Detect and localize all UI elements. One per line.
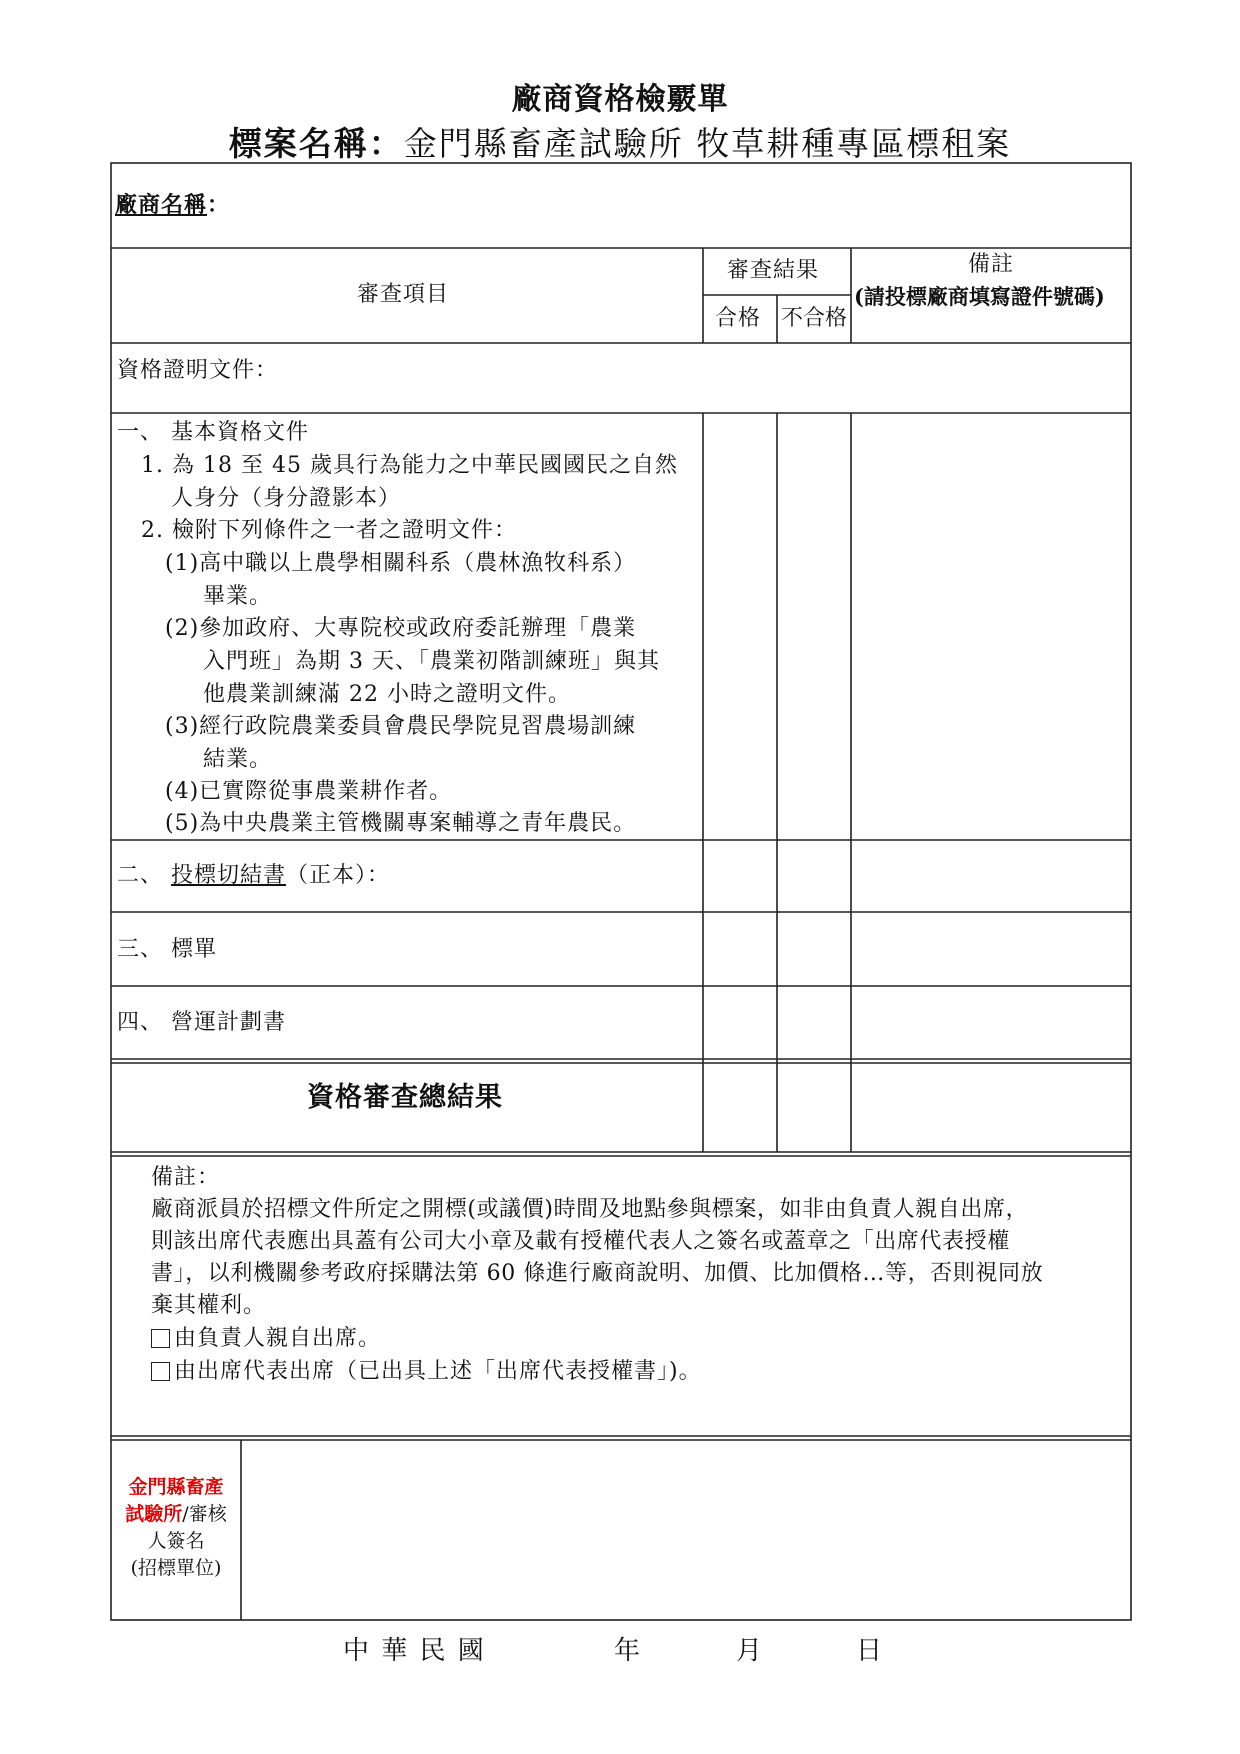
condition-2: (2)參加政府、大專院校或政府委託辦理「農業 [165, 616, 637, 641]
signature-line-2 [112, 1501, 240, 1528]
signature-field[interactable] [242, 1441, 1130, 1619]
cell-s3-remark[interactable] [852, 913, 1130, 985]
cell-s3-fail[interactable] [778, 913, 850, 985]
header-pass: 合格 [715, 306, 762, 331]
section-1-item-1: 1. 為 18 至 45 歲具行為能力之中華民國國民之自然 [141, 453, 678, 478]
section-2-title [117, 861, 390, 891]
section-1-item-1-cont: 人身分（身分證影本） [171, 486, 402, 511]
notes-line-1: 廠商派員於招標文件所定之開標(或議價)時間及地點參與標案，如非由負責人親自出席， [151, 1197, 1029, 1222]
condition-3-cont: 結業。 [203, 747, 273, 772]
case-label: 標案名稱： [228, 124, 404, 163]
cell-s4-fail[interactable] [778, 987, 850, 1058]
signature-line-3: 人簽名 [147, 1530, 205, 1552]
section-2-underlined: 投標切結書 [171, 863, 287, 888]
date-roc: 中 華 民 國 [343, 1636, 486, 1666]
date-day: 日 [856, 1636, 885, 1666]
condition-3: (3)經行政院農業委員會農民學院見習農場訓練 [165, 714, 637, 739]
header-fail: 不合格 [781, 306, 848, 331]
section-2-suffix: （正本）： [286, 863, 391, 888]
summary-result-title: 資格審查總結果 [307, 1082, 503, 1113]
vendor-name-field[interactable] [240, 170, 1120, 242]
notes-line-3: 書」，以利機關參考政府採購法第 60 條進行廠商說明、加價、比加價格…等，否則視同放 [151, 1261, 1044, 1286]
condition-5: (5)為中央農業主管機關專案輔導之青年農民。 [165, 811, 637, 836]
section-3-title: 三、 標單 [117, 937, 217, 962]
cell-s1-remark[interactable] [852, 414, 1130, 839]
vendor-name-text: 廠商名稱 [115, 192, 208, 218]
condition-2-cont-2: 他農業訓練滿 22 小時之證明文件。 [203, 682, 571, 707]
header-review-result: 審查結果 [727, 258, 820, 283]
qualification-docs-heading: 資格證明文件： [117, 358, 279, 383]
header-review-item: 審查項目 [357, 282, 450, 307]
header-remark: 備註 [968, 252, 1015, 277]
cell-s4-remark[interactable] [852, 987, 1130, 1058]
section-1-title: 一、 基本資格文件 [117, 420, 309, 445]
cell-s2-fail[interactable] [778, 841, 850, 911]
cell-s1-pass[interactable] [704, 414, 776, 839]
notes-line-2: 則該出席代表應出具蓋有公司大小章及載有授權代表人之簽名或蓋章之「出席代表授權 [151, 1229, 1010, 1254]
cell-s2-pass[interactable] [704, 841, 776, 911]
section-4-title: 四、 營運計劃書 [117, 1010, 286, 1035]
signature-org-line-2: 試驗所 [125, 1503, 183, 1525]
date-month: 月 [736, 1636, 765, 1666]
checkbox-self-attend[interactable] [151, 1329, 170, 1348]
cell-summary-pass[interactable] [704, 1064, 776, 1151]
page-title: 廠商資格檢覈單 [511, 82, 729, 117]
signature-org-line-1: 金門縣畜產 [128, 1476, 224, 1498]
date-year: 年 [614, 1636, 643, 1666]
cell-s4-pass[interactable] [704, 987, 776, 1058]
section-1-item-2: 2. 檢附下列條件之一者之證明文件： [141, 518, 517, 543]
attendance-option-2-label: 由出席代表出席（已出具上述「出席代表授權書」)。 [174, 1359, 702, 1384]
condition-2-cont-1: 入門班」為期 3 天、「農業初階訓練班」與其 [203, 649, 660, 674]
cell-s1-fail[interactable] [778, 414, 850, 839]
checkbox-representative[interactable] [151, 1362, 170, 1381]
signature-label-cell [112, 1474, 240, 1582]
notes-label: 備註： [151, 1165, 221, 1190]
vendor-name-colon: ： [207, 192, 231, 218]
section-2-prefix: 二、 [117, 863, 164, 888]
condition-1: (1)高中職以上農學相關科系（農林漁牧科系） [165, 551, 637, 576]
header-remark-note: (請投標廠商填寫證件號碼) [854, 284, 1105, 309]
condition-1-cont: 畢業。 [203, 584, 273, 609]
signature-reviewer: /審核 [182, 1503, 227, 1525]
case-name: 金門縣畜產試驗所 牧草耕種專區標租案 [403, 124, 1012, 163]
cell-summary-remark[interactable] [852, 1064, 1130, 1151]
cell-s2-remark[interactable] [852, 841, 1130, 911]
cell-s3-pass[interactable] [704, 913, 776, 985]
attendance-option-2 [151, 1357, 702, 1387]
condition-4: (4)已實際從事農業耕作者。 [165, 779, 453, 804]
signature-line-4: (招標單位) [130, 1557, 222, 1579]
case-title [0, 118, 1240, 165]
attendance-option-1-label: 由負責人親自出席。 [174, 1326, 382, 1351]
attendance-option-1 [151, 1324, 381, 1354]
notes-line-4: 棄其權利。 [151, 1293, 267, 1318]
vendor-name-label [115, 190, 230, 220]
cell-summary-fail[interactable] [778, 1064, 850, 1151]
